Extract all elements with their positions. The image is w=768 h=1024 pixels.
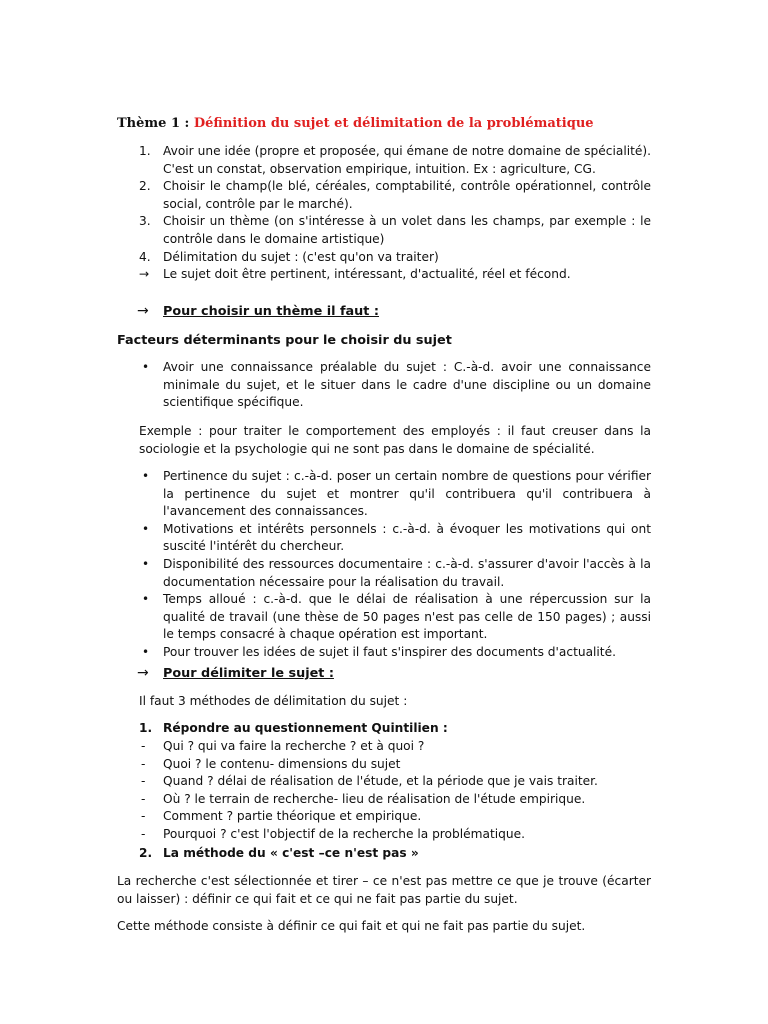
method-2 xyxy=(117,845,651,863)
question-item xyxy=(117,756,651,774)
question-item xyxy=(117,826,651,844)
list-item-text: Choisir le champ(le blé, céréales, comptabilité, contrôle opérationnel, contrôle social, contrôle par le marché). xyxy=(163,179,651,211)
question-text: Où ? le terrain de recherche- lieu de réalisation de l'étude empirique. xyxy=(163,791,586,806)
factors-heading-text: Facteurs déterminants pour le choisir du sujet xyxy=(117,333,452,348)
question-text: Qui ? qui va faire la recherche ? et à quoi ? xyxy=(163,739,425,753)
list-item-text: Temps alloué : c.-à-d. que le délai de réalisation à une répercussion sur la qualité de travail (une thèse de 50 pages n'est pas celle de 150 pages) ; aussi le temps consacré à chaque opération est important. xyxy=(163,592,651,642)
question-item xyxy=(117,773,651,791)
list-item-text: Pertinence du sujet : c.-à-d. poser un certain nombre de questions pour vérifier la pertinence du sujet et montrer qu'il contribuera qu'il contribuera à l'avancement des connaissances. xyxy=(163,469,651,519)
intro-item-2 xyxy=(117,178,651,213)
bullet-icon: • xyxy=(142,644,150,659)
question-text: Comment ? partie théorique et empirique. xyxy=(163,809,422,824)
title-prefix: Thème 1 : xyxy=(117,116,194,131)
bullet-icon: • xyxy=(142,521,150,536)
dash-marker: - xyxy=(141,774,146,789)
list-number: 1. xyxy=(139,144,151,158)
bullet-icon: • xyxy=(142,360,150,374)
list-item-text: Avoir une connaissance préalable du sujet : C.-à-d. avoir une connaissance minimale du sujet, et le situer dans le cadre d'une discipline ou un domaine scientifique spécifique. xyxy=(163,360,651,410)
methods-intro xyxy=(117,693,651,711)
methods-intro-text: Il faut 3 méthodes de délimitation du sujet : xyxy=(139,694,408,708)
question-item xyxy=(117,791,651,809)
choose-theme-heading-text: Pour choisir un thème il faut : xyxy=(163,304,379,319)
page-title xyxy=(117,115,594,133)
intro-list xyxy=(117,143,651,284)
delimit-heading-text: Pour délimiter le sujet : xyxy=(163,666,334,681)
factor-item xyxy=(117,591,651,644)
delimit-heading xyxy=(117,665,651,683)
bullet-icon: • xyxy=(142,556,150,571)
list-number: 1. xyxy=(139,721,153,735)
list-number: 2. xyxy=(139,846,153,860)
example-text: Exemple : pour traiter le comportement des employés : il faut creuser dans la sociologie et la psychologie qui ne sont pas dans le domaine de spécialité. xyxy=(139,424,651,456)
title-highlight: Définition du sujet et délimitation de la problématique xyxy=(193,116,594,131)
question-text: Quoi ? le contenu- dimensions du sujet xyxy=(163,756,401,771)
question-item xyxy=(117,808,651,826)
dash-marker: - xyxy=(141,791,146,806)
list-item-text: Pour trouver les idées de sujet il faut s'inspirer des documents d'actualité. xyxy=(163,644,616,659)
intro-item-3 xyxy=(117,213,651,248)
factor-item xyxy=(117,468,651,521)
paragraph-2-text: Cette méthode consiste à définir ce qui fait et qui ne fait pas partie du sujet. xyxy=(117,919,586,933)
list-number: 4. xyxy=(139,249,151,264)
dash-marker: - xyxy=(141,739,146,753)
list-item-text: Délimitation du sujet : (c'est qu'on va traiter) xyxy=(163,249,439,264)
list-item-text: Disponibilité des ressources documentaire : c.-à-d. s'assurer d'avoir l'accès à la documentation nécessaire pour la réalisation du travail. xyxy=(163,556,651,589)
questions-list xyxy=(117,738,651,844)
question-text: Quand ? délai de réalisation de l'étude, et la période que je vais traiter. xyxy=(163,774,598,789)
method-2-text: La méthode du « c'est –ce n'est pas » xyxy=(163,846,419,860)
paragraph-1-text: La recherche c'est sélectionnée et tirer – ce n'est pas mettre ce que je trouve (écarter ou laisser) : définir ce qui fait et ce qui ne fait pas partie du sujet. xyxy=(117,874,651,906)
factor-item xyxy=(117,556,651,591)
arrow-icon: → xyxy=(137,303,149,319)
list-item-text: Avoir une idée (propre et proposée, qui émane de notre domaine de spécialité). C'est un constat, observation empirique, intuition. Ex : agriculture, CG. xyxy=(163,144,651,176)
paragraph-1 xyxy=(117,873,651,908)
dash-marker: - xyxy=(141,756,146,771)
list-item-text: Choisir un thème (on s'intéresse à un volet dans les champs, par exemple : le contrôle dans le domaine artistique) xyxy=(163,214,651,246)
factor-item xyxy=(117,521,651,556)
bullet-icon: • xyxy=(142,592,150,607)
factors-list xyxy=(117,468,651,662)
factor-item xyxy=(117,644,651,662)
intro-item-4 xyxy=(117,249,651,267)
arrow-icon: → xyxy=(139,267,150,282)
factor-first xyxy=(117,359,651,412)
list-number: 3. xyxy=(139,214,151,229)
question-item xyxy=(117,738,651,756)
list-number: 2. xyxy=(139,179,151,194)
arrow-icon: → xyxy=(137,665,149,681)
method-1 xyxy=(117,720,651,738)
example-paragraph xyxy=(117,423,651,458)
list-item-text: Motivations et intérêts personnels : c.-à-d. à évoquer les motivations qui ont suscité l'intérêt du chercheur. xyxy=(163,521,651,554)
dash-marker: - xyxy=(141,809,146,824)
question-text: Pourquoi ? c'est l'objectif de la recherche la problématique. xyxy=(163,826,525,841)
method-1-text: Répondre au questionnement Quintilien : xyxy=(163,721,448,735)
bullet-icon: • xyxy=(142,469,150,483)
factors-heading xyxy=(117,332,651,350)
intro-item-conclusion xyxy=(117,266,651,284)
list-item-text: Le sujet doit être pertinent, intéressant, d'actualité, réel et fécond. xyxy=(163,267,571,282)
paragraph-2 xyxy=(117,918,651,936)
dash-marker: - xyxy=(141,826,146,841)
choose-theme-heading xyxy=(117,303,651,321)
intro-item-1 xyxy=(117,143,651,178)
